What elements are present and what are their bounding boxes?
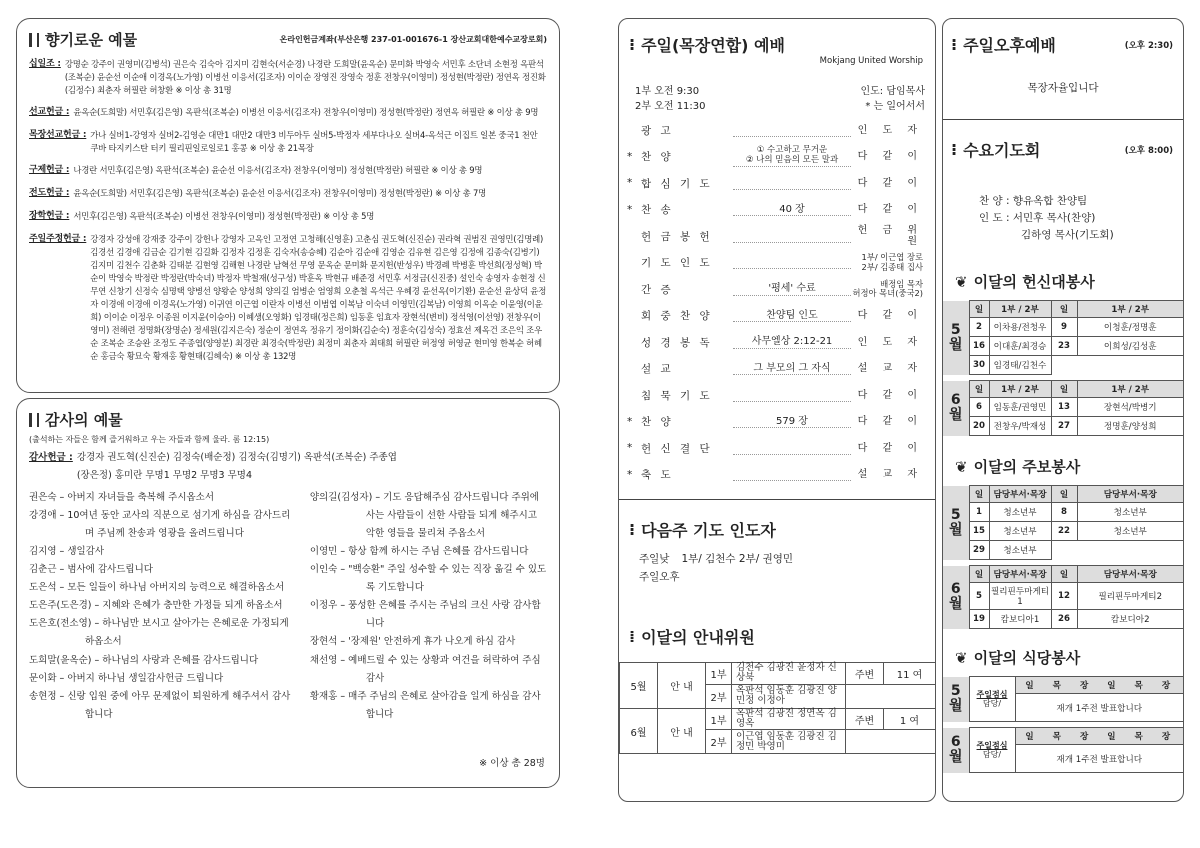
schedule-header [943, 301, 1184, 318]
offering-names: 윤옥순(도희말) 서민후(김은영) 옥판석(조복순) 이병선 이응서(김조자) 전창우(이영미) 정성현(박정란) 정연옥 허필란 ※ 이상 총 9명 [73, 107, 539, 118]
order-person: 배정임 목자 허정아 목녀(중국2) [852, 278, 923, 299]
schedule-person: 캄보디아1 [989, 610, 1051, 629]
schedule-header-cell: 담당부서·목장 [1077, 486, 1184, 503]
ushers-title: ⁞ 이달의 안내위원 [629, 626, 755, 647]
schedule-person: 임경태/김천수 [989, 356, 1051, 375]
schedule-header [943, 566, 1184, 583]
usher-role: 안 내 [658, 708, 706, 754]
schedule-header-cell: 담당부서·목장 [989, 486, 1051, 503]
schedule-header-cell: 일 [1051, 566, 1077, 583]
thanks-item: 이정우 – 풍성한 은혜를 주시는 주님의 크신 사랑 감사합니다 [309, 600, 541, 630]
usher-names: 김천수 김광진 윤정자 신상북 [732, 662, 846, 684]
order-name: 축 도 [641, 469, 674, 482]
schedule-day: 6 [969, 398, 989, 417]
schedule-day: 29 [969, 541, 989, 560]
offering-row [29, 129, 547, 155]
dot-marker-icon: ⁝ [951, 140, 958, 159]
thanks-label: 감사헌금 : [29, 452, 73, 463]
usher-part: 1부 [706, 662, 732, 684]
order-person: 다 같 이 [857, 151, 923, 162]
offering-row [29, 164, 547, 178]
heart-icon: ❦ [955, 457, 968, 476]
offering-label: 주일주정헌금 : [29, 233, 87, 244]
schedule-row [943, 398, 1184, 417]
order-name: 성 경 봉 독 [641, 336, 713, 349]
dining-text: 재개 1주전 발표합니다 [1015, 745, 1184, 773]
afternoon-title: ⁝ 주일오후예배 [951, 35, 1056, 55]
schedule-person: 전창우/박재성 [989, 417, 1051, 436]
schedule-header-cell: 일 [1051, 486, 1077, 503]
schedule-header [943, 381, 1184, 398]
schedule-row [943, 337, 1184, 356]
usher-part: 1부 [706, 708, 732, 730]
schedule-header-cell: 1부 / 2부 [1077, 301, 1184, 318]
order-mark: * [627, 442, 633, 455]
schedule-header-cell: 담당부서·목장 [989, 566, 1051, 583]
offering-row [29, 58, 547, 97]
schedule-day: 30 [969, 356, 989, 375]
thanks-box [16, 398, 560, 788]
order-content: ① 수고하고 무거운 ② 나의 믿음의 모든 말과 [733, 146, 851, 167]
wed-line-2: 인 도 : 서민후 목사(찬양) [979, 211, 1096, 224]
schedule-person: 청소년부 [989, 541, 1051, 560]
order-name: 찬 양 [641, 151, 674, 164]
schedule-row [943, 522, 1184, 541]
thanks-item: 도희말(윤옥순) – 하나님의 사랑과 은혜를 감사드립니다 [29, 654, 259, 666]
schedule-person: 임동훈/권영민 [989, 398, 1051, 417]
schedule-header-cell: 일 [969, 301, 989, 318]
schedule-day: 19 [969, 610, 989, 629]
order-row [627, 436, 923, 461]
order-content [733, 257, 851, 270]
order-name: 회 중 찬 양 [641, 310, 713, 323]
order-person: 다 같 이 [857, 416, 923, 427]
schedule-day: 9 [1051, 318, 1077, 337]
schedule-row [943, 610, 1184, 629]
schedule-person: 이희성/김성훈 [1077, 337, 1184, 356]
usher-month: 6월 [620, 708, 658, 754]
order-mark: * [627, 468, 633, 481]
order-mark: * [627, 415, 633, 428]
offering-list [29, 58, 547, 363]
thanks-item: 문이화 – 아버지 하나님 생일감사헌금 드립니다 [29, 672, 224, 684]
dining-header-cell: 일 목 장 일 목 장 [1015, 728, 1184, 745]
schedule-day: 27 [1051, 417, 1077, 436]
heart-icon: ❦ [955, 272, 968, 291]
schedule-empty [1051, 541, 1184, 560]
offering-label: 십일조 : [29, 59, 61, 69]
service-time-1: 1부 오전 9:30 [635, 86, 700, 97]
schedule-header-cell: 1부 / 2부 [1077, 381, 1184, 398]
order-content: '평세' 수료 [733, 283, 851, 296]
usher-count: 1 여 [884, 708, 936, 730]
order-row [627, 251, 923, 276]
usher-names: 옥판석 임동훈 김광진 양민정 이정아 [732, 684, 846, 708]
usher-part: 2부 [706, 730, 732, 754]
schedule-header [943, 486, 1184, 503]
afternoon-text: 목장자율입니다 [1027, 82, 1099, 94]
dining-label-main: 주일점심 [976, 740, 1008, 750]
ushers-table [619, 662, 936, 755]
offering-box [16, 18, 560, 393]
usher-empty [846, 730, 936, 754]
dining-label [969, 677, 1015, 722]
schedule-person: 청소년부 [989, 503, 1051, 522]
order-row [627, 304, 923, 329]
schedule-empty [1051, 356, 1184, 375]
thanks-item: 도은석 – 모든 일들이 하나님 아버지의 능력으로 해결하옵소서 [29, 582, 285, 594]
divider-line [619, 499, 935, 500]
order-row [627, 277, 923, 302]
order-content: 579 장 [733, 416, 851, 429]
worship-subtitle: Mokjang United Worship [819, 56, 923, 66]
order-row [627, 463, 923, 488]
dining-month: 5 월 [943, 677, 969, 722]
offering-names: 강명순 강주이 권영미(김병석) 권은숙 김숙아 김지미 김현숙(서순경) 나경란 도희말(윤옥순) 문미화 박영숙 서민후 소단녀 소현정 옥판석(조복순) 윤순선 이순애 이경옥(노가영) 이병선 이응서(김조자) 이이순 장영진 장영숙 정훈 전창우(이영미) 정성현(박정란) 정연옥 정진화(김정수) 최춘자 허필란 허창환 ※ 이상 총 31명 [64, 59, 546, 96]
order-person: 설 교 자 [857, 469, 923, 480]
schedule-header-cell: 1부 / 2부 [989, 301, 1051, 318]
usher-part: 2부 [706, 684, 732, 708]
schedule-month: 5 월 [943, 486, 969, 560]
schedule-header-cell: 일 [1051, 301, 1077, 318]
dining-label-sub: 담당/ [982, 699, 1002, 709]
order-mark: * [627, 177, 633, 190]
schedule-header-cell: 일 [969, 381, 989, 398]
order-content [733, 124, 851, 137]
schedule-row [943, 318, 1184, 337]
schedule-day: 8 [1051, 503, 1077, 522]
order-row [627, 171, 923, 196]
usher-empty [846, 684, 936, 708]
order-person: 1부/ 이근엽 장로 2부/ 김종태 집사 [861, 252, 923, 272]
dining-text: 재개 1주전 발표합니다 [1015, 694, 1184, 722]
order-row [627, 357, 923, 382]
usher-role: 안 내 [658, 662, 706, 708]
dining-label [969, 728, 1015, 773]
usher-bus: 주변 [846, 662, 884, 684]
thanks-verse: (출석하는 자들은 함께 즐거워하고 우는 자들과 함께 울라. 롬 12:15) [29, 435, 270, 444]
dining-label-sub: 담당/ [982, 750, 1002, 760]
order-content: 찬양팀 인도 [733, 310, 851, 323]
offering-label: 장학헌금 : [29, 210, 70, 221]
schedule-day: 5 [969, 583, 989, 610]
order-content: 그 부모의 그 자식 [733, 363, 851, 376]
thanks-item: 이인숙 – "백승환" 주일 성수할 수 있는 직장 옮길 수 있도록 기도합니다 [309, 564, 547, 594]
worship-title: ⁝ 주일(목장연합) 예배 [629, 35, 785, 55]
order-person: 다 같 이 [857, 389, 923, 401]
schedule-person: 캄보디아2 [1077, 610, 1184, 629]
schedule-header-cell: 담당부서·목장 [1077, 566, 1184, 583]
dot-marker-icon: ⁞ [629, 626, 636, 646]
order-row [627, 224, 923, 249]
bookmark-icon [29, 413, 39, 427]
offering-names: 나경란 서민후(김은영) 옥판석(조복순) 윤순선 이응서(김조자) 전창우(이영미) 정성현(박정란) 허필란 ※ 이상 총 9명 [73, 165, 483, 176]
schedule-person: 이대훈/최경승 [989, 337, 1051, 356]
dining-title: ❦ 이달의 식당봉사 [955, 648, 1081, 668]
wed-line-1: 찬 양 : 향유옥합 찬양팀 [979, 195, 1088, 207]
schedule-day: 23 [1051, 337, 1077, 356]
order-row [627, 118, 923, 143]
schedule-person: 청소년부 [1077, 503, 1184, 522]
schedule-month: 6 월 [943, 566, 969, 629]
schedule-person: 장현석/박병기 [1077, 398, 1184, 417]
order-name: 광 고 [641, 124, 674, 137]
schedule-header-cell: 일 [969, 486, 989, 503]
bookmark-icon [29, 33, 39, 47]
order-person: 헌 금 위 원 [857, 224, 923, 248]
next-eve-label: 주일오후 [639, 570, 680, 583]
schedule-day: 1 [969, 503, 989, 522]
schedule-person: 필리핀두마게티2 [1077, 583, 1184, 610]
order-name: 헌 금 봉 헌 [641, 230, 713, 243]
order-person: 설 교 자 [857, 363, 923, 374]
order-of-worship [619, 118, 935, 487]
next-leader-title: ⁝ 다음주 기도 인도자 [629, 520, 776, 540]
wed-title: ⁝ 수요기도회 [951, 140, 1041, 160]
thanks-item: 송현정 – 신랑 입원 중에 아무 문제없이 퇴원하게 해주셔서 감사합니다 [29, 690, 291, 720]
order-row [627, 383, 923, 408]
schedule-header-cell: 1부 / 2부 [989, 381, 1051, 398]
worship-box [618, 18, 936, 802]
thanks-item: 황재홍 – 매주 주님의 은혜로 살아감을 일게 하심을 감사합니다 [309, 690, 541, 720]
schedule-header-cell: 일 [1051, 381, 1077, 398]
order-row [627, 145, 923, 170]
offering-row [29, 106, 547, 120]
schedule-person: 청소년부 [989, 522, 1051, 541]
offering-title: 향기로운 예물 [29, 29, 137, 50]
afternoon-time: (오후 2:30) [1124, 40, 1173, 51]
thanks-left-list [29, 489, 294, 724]
order-name: 찬 양 [641, 416, 674, 429]
dot-marker-icon: ⁝ [629, 35, 636, 54]
schedule-person: 필리핀두마게티1 [989, 583, 1051, 610]
thanks-item: 장현석 – '장제원' 안전하게 휴가 나오게 하심 감사 [309, 636, 516, 648]
thanks-item: 양의길(김성자) – 기도 응답해주심 감사드립니다 주위에 사는 사람들이 선한 사람들 되게 해주시고 악한 영들을 물리쳐 주옵소서 [309, 492, 539, 540]
order-person: 다 같 이 [857, 204, 923, 215]
order-row [627, 410, 923, 435]
order-row [627, 198, 923, 223]
order-name: 합 심 기 도 [641, 177, 713, 190]
order-person: 다 같 이 [857, 177, 923, 189]
heart-icon: ❦ [955, 648, 968, 667]
next-day-label: 주일낮 [639, 553, 670, 565]
schedule-day: 22 [1051, 522, 1077, 541]
schedule-row [943, 417, 1184, 436]
offering-names: 윤옥순(도희말) 서민후(김은영) 옥판석(조복순) 윤순선 이응서(김조자) 전창우(이영미) 정성현(박정란) ※ 이상 총 7명 [73, 187, 486, 198]
offering-account: 온라인헌금계좌(부산은행 237-01-001676-1 장산교회대한예수교장로회) [279, 35, 547, 44]
schedule-person: 정명훈/양성희 [1077, 417, 1184, 436]
next-day-text: 1부/ 김천수 2부/ 권영민 [681, 553, 794, 565]
usher-count: 11 여 [884, 662, 936, 684]
schedule-day: 26 [1051, 610, 1077, 629]
schedule-person: 청소년부 [1077, 522, 1184, 541]
usher-row [620, 662, 936, 684]
thanks-item: 강경애 – 10여년 동안 교사의 직분으로 섬기게 하심을 감사드리며 주님께 찬송과 영광을 올려드립니다 [29, 510, 291, 540]
offering-label: 구제헌금 : [29, 165, 70, 176]
order-content [733, 469, 851, 482]
thanks-item: 김지영 – 생일감사 [29, 546, 105, 558]
usher-names: 옥판석 김광진 정연옥 김영옥 [732, 708, 846, 730]
order-mark: * [627, 150, 633, 163]
dot-marker-icon: ⁝ [629, 520, 636, 539]
dedication-table [943, 300, 1184, 436]
order-person: 다 같 이 [857, 310, 923, 321]
thanks-total: ※ 이상 총 28명 [479, 758, 545, 769]
schedule-person: 이청훈/정명훈 [1077, 318, 1184, 337]
order-name: 찬 송 [641, 204, 674, 217]
offering-row [29, 233, 547, 363]
order-person: 인 도 자 [857, 336, 923, 348]
thanks-item: 권은숙 – 아버지 자녀들을 축복해 주시옵소서 [29, 492, 215, 504]
wed-time: (오후 8:00) [1124, 145, 1173, 156]
dining-header-cell: 일 목 장 일 목 장 [1015, 677, 1184, 694]
offering-label: 목장선교헌금 : [29, 129, 87, 140]
dining-header [943, 677, 1184, 694]
schedule-month: 6 월 [943, 381, 969, 436]
stand-note: * 는 일어서서 [865, 101, 925, 112]
schedule-day: 2 [969, 318, 989, 337]
schedule-row [943, 583, 1184, 610]
schedule-person: 이차용/전청우 [989, 318, 1051, 337]
order-person: 다 같 이 [857, 442, 923, 454]
offering-row [29, 210, 547, 224]
bulletin-title: ❦ 이달의 주보봉사 [955, 457, 1081, 477]
offering-row [29, 187, 547, 201]
dedication-title: ❦ 이달의 헌신대봉사 [955, 272, 1095, 292]
schedule-day: 16 [969, 337, 989, 356]
offering-names: 가나 실버1-강영자 실버2-김영순 대만1 대만2 대만3 비두아두 실버5-박정자 세부다나오 실버4-옥석근 이집트 일본 중국1 천안 쿠바 타지키스탄 터키 필리핀일로일로1 홍콩 ※ 이상 총 21목장 [90, 129, 538, 153]
dining-label-main: 주일점심 [976, 689, 1008, 699]
order-mark: * [627, 203, 633, 216]
dot-marker-icon: ⁝ [951, 35, 958, 54]
thanks-item: 도은호(전소영) – 하나님만 보시고 살아가는 은혜로운 가정되게 하옵소서 [29, 618, 289, 648]
schedule-header-cell: 일 [969, 566, 989, 583]
schedule-day: 13 [1051, 398, 1077, 417]
offering-label: 선교헌금 : [29, 107, 70, 118]
order-content: 사무엘상 2:12-21 [733, 336, 851, 349]
schedule-row [943, 503, 1184, 522]
order-content [733, 442, 851, 455]
bulletin-table [943, 485, 1184, 629]
order-name: 기 도 인 도 [641, 257, 713, 270]
dining-table [943, 676, 1184, 773]
schedule-day: 20 [969, 417, 989, 436]
order-name: 설 교 [641, 363, 674, 376]
thanks-item: 이영민 – 항상 함께 하시는 주님 은혜를 감사드립니다 [309, 546, 529, 558]
offering-names: 강경자 강성애 강재중 강주이 강헌나 강영자 고옥인 고정연 고청해(신영훈) 고춘심 권도혁(신진순) 권라혁 권범진 권영민(김명례) 김경선 김경애 김금순 김기현 김길화 김정자 김정훈 김숙자(송승혜) 김순아 김순애 김영순 김유현 김은영 김정애 김종숙(김병기) 김지미 김천수 김춘화 김태분 김현영 김해현 나경란 남혁선 무영 문옥순 문미화 문지헌(반성우) 박경례 박병훈 박선희(정성혁) 박순이 박영숙 박정란 박정란(박숙녀) 박정자 박철재(성구성) 박훈옥 박현규 배준경 서민후 서정금(신진중) 설인숙 송영자 송현정 신무연 신창기 신정숙 심명택 양병선 양왕순 양성희 양의길 엄병순 엄영희 오춘철 옥석근 우혜경 윤선옥(이기환) 윤순선 윤상덕 윤정자 이경애 이경애 이경옥(노가영) 이귀연 이근엽 이란자 이병선 이범엽 이복남 이숙녀 이영민(김복남) 이영희 이옥순 이윤영(이윤희) 이이순 이정우 이종원 이지윤(이승아) 이혜생(오영화) 임경태(정은희) 임동훈 임효자 장현석(변비) 정석영(이선영) 전창우(이영미) 전해련 정명화(장명순) 정세원(김지은숙) 정순이 정연옥 정유기 정이화(김순숙) 정훈숙(김성숙) 정효선 제옥건 조은익 조우순 조복순 조승완 조정도 주종엽(양영분) 최경란 최경숙(박정란) 최정미 최춘자 최태희 허필란 허정영 허영균 현미영 한복순 허혜순 홍금숙 황묘숙 황재홍 황현태(김혜숙) ※ 이상 총 132명 [90, 233, 547, 361]
schedule-row [943, 541, 1184, 560]
usher-month: 5월 [620, 662, 658, 708]
order-name: 침 묵 기 도 [641, 389, 713, 402]
usher-bus: 주변 [846, 708, 884, 730]
order-person: 인 도 자 [857, 124, 923, 136]
order-name: 간 증 [641, 283, 674, 296]
thanks-item: 김춘근 – 범사에 감사드립니다 [29, 564, 153, 576]
schedule-day: 12 [1051, 583, 1077, 610]
thanks-item: 도은주(도은경) – 지혜와 은혜가 충만한 가정들 되게 하옵소서 [29, 600, 283, 612]
dining-header [943, 728, 1184, 745]
thanks-names: 강경자 권도혁(신진순) 김정숙(배순정) 김정숙(김명기) 옥판석(조복순) 주종엽(장은정) 홍미란 무명1 무명2 무명3 무명4 [76, 452, 397, 482]
order-content: 40 장 [733, 204, 851, 217]
schedule-row [943, 356, 1184, 375]
order-name: 헌 신 결 단 [641, 442, 713, 455]
order-content [733, 177, 851, 190]
order-content [733, 389, 851, 402]
thanks-title: 감사의 예물 [29, 409, 547, 430]
service-time-2: 2부 오전 11:30 [635, 101, 706, 112]
service-leader: 인도: 담임목사 [860, 86, 925, 97]
schedule-month: 5 월 [943, 301, 969, 375]
usher-names: 이근엽 임동훈 김광진 김정민 박영미 [732, 730, 846, 754]
dining-month: 6 월 [943, 728, 969, 773]
wed-line-3: 김하영 목사(기도회) [1021, 228, 1114, 241]
order-content [733, 230, 851, 243]
schedule-day: 15 [969, 522, 989, 541]
order-row [627, 330, 923, 355]
thanks-item: 채선영 – 예배드릴 수 있는 상황과 여건을 허락하여 주심 감사 [309, 654, 541, 684]
usher-row [620, 708, 936, 730]
right-box [942, 18, 1184, 802]
thanks-right-list [310, 489, 547, 724]
offering-label: 전도헌금 : [29, 187, 70, 198]
offering-names: 서민후(김은영) 옥판석(조복순) 이병선 전창우(이영미) 정성현(박정란) ※ 이상 총 5명 [73, 210, 375, 221]
